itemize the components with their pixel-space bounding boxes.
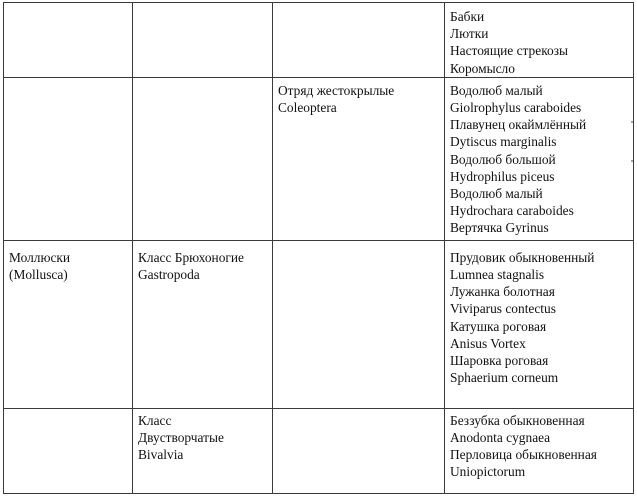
species-name: Hydrophilus piceus [450, 168, 555, 184]
scan-speck [631, 160, 633, 162]
type-cell [4, 240, 133, 408]
table-row [4, 240, 634, 408]
species-name: Anisus Vortex [450, 335, 526, 351]
species-name: Вертячка Gyrinus [450, 220, 549, 236]
class-cell [133, 3, 273, 78]
species-name: Лужанка болотная [450, 284, 555, 300]
species-name: Катушка роговая [450, 318, 547, 334]
type-name: Моллюски [9, 249, 71, 265]
species-name: Беззубка обыкновенная [450, 412, 585, 428]
type-latin-name: (Mollusca) [9, 267, 68, 283]
order-cell [273, 408, 445, 493]
order-cell [273, 3, 445, 78]
species-name: Шаровка роговая [450, 353, 549, 369]
species-name: Коромысло [450, 60, 515, 76]
type-cell [4, 408, 133, 493]
class-name: Класс [138, 412, 172, 428]
species-name: Hydrochara caraboides [450, 203, 574, 219]
class-latin-name: Bivalvia [138, 447, 184, 463]
order-cell [273, 240, 445, 408]
table-row [4, 77, 634, 240]
species-name: Viviparus contectus [450, 301, 556, 317]
table-row [4, 3, 634, 78]
species-name: Anodonta cygnaea [450, 430, 551, 446]
species-name: Плавунец окаймлённый [450, 117, 587, 133]
species-name: Uniopictorum [450, 464, 526, 480]
class-name: Двустворчатые [138, 430, 224, 446]
type-cell [4, 3, 133, 78]
species-cell [445, 240, 634, 408]
class-cell [133, 240, 273, 408]
species-name: Водолюб большой [450, 151, 556, 167]
scan-speck [631, 121, 633, 123]
taxonomy-table [3, 2, 634, 494]
species-name: Прудовик обыкновенный [450, 249, 595, 265]
class-cell [133, 408, 273, 493]
species-name: Водолюб малый [450, 82, 543, 98]
species-name: Настоящие стрекозы [450, 43, 569, 59]
order-cell [273, 77, 445, 240]
species-cell [445, 77, 634, 240]
species-name: Lumnea stagnalis [450, 267, 545, 283]
table-row [4, 408, 634, 493]
class-name: Класс Брюхоногие [138, 249, 244, 265]
order-name: Отряд жестокрылые [278, 82, 395, 98]
species-name: Dytiscus marginalis [450, 134, 557, 150]
species-name: Giolrophylus caraboides [450, 100, 582, 116]
species-name: Бабки [450, 9, 485, 24]
species-name: Водолюб малый [450, 186, 543, 202]
type-cell [4, 77, 133, 240]
class-cell [133, 77, 273, 240]
species-name: Sphaerium corneum [450, 370, 559, 386]
species-cell [445, 3, 634, 78]
order-latin-name: Coleoptera [278, 100, 337, 116]
class-latin-name: Gastropoda [138, 267, 200, 283]
species-cell [445, 408, 634, 493]
species-name: Перловица обыкновенная [450, 447, 597, 463]
species-name: Лютки [450, 26, 489, 42]
